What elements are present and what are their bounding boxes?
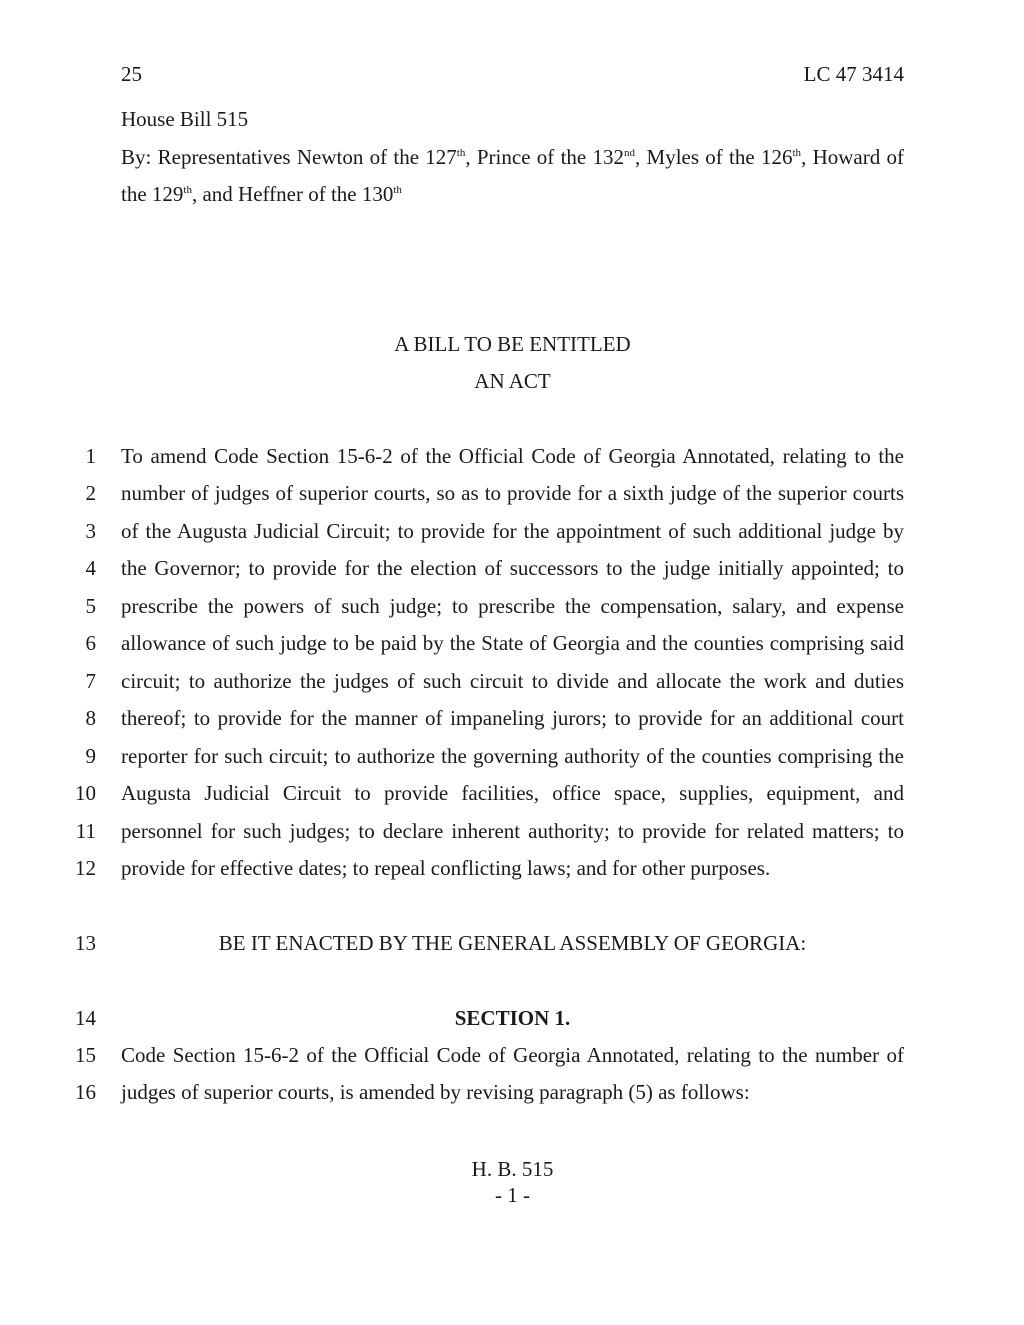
section-heading: SECTION 1.	[454, 1006, 571, 1030]
body-text-line: prescribe the powers of such judge; to prescribe the compensation, salary, and expense	[121, 594, 904, 618]
body-text-line: Augusta Judicial Circuit to provide facilities, office space, supplies, equipment, and	[121, 781, 904, 805]
body-text-line: provide for effective dates; to repeal conflicting laws; and for other purposes.	[121, 856, 771, 880]
body-text-line: number of judges of superior courts, so as to provide for a sixth judge of the superior courts	[121, 481, 904, 505]
line-number: 7	[85, 669, 96, 693]
line-number: 5	[85, 594, 96, 618]
body-text-line: allowance of such judge to be paid by the State of Georgia and the counties comprising said	[121, 631, 904, 655]
caption-line-1: A BILL TO BE ENTITLED	[394, 332, 631, 356]
line-number: 8	[85, 706, 96, 730]
line-number: 12	[75, 856, 96, 880]
section-text-line: judges of superior courts, is amended by revising paragraph (5) as follows:	[121, 1080, 750, 1104]
line-number: 11	[75, 819, 96, 843]
line-number: 3	[85, 519, 96, 543]
sponsors-line-1: By: Representatives Newton of the 127th, Prince of the 132nd, Myles of the 126th, Howard of	[121, 145, 904, 169]
line-number: 6	[85, 631, 96, 655]
footer-bill-ref: H. B. 515	[471, 1157, 554, 1181]
page-number: - 1 -	[495, 1183, 530, 1207]
session-number: 25	[121, 62, 142, 86]
body-text-line: thereof; to provide for the manner of impaneling jurors; to provide for an additional court	[121, 706, 904, 730]
bill-title: House Bill 515	[121, 107, 249, 131]
line-number: 15	[75, 1043, 96, 1067]
line-number: 13	[75, 931, 96, 955]
line-number: 16	[75, 1080, 96, 1104]
section-text-line: Code Section 15-6-2 of the Official Code of Georgia Annotated, relating to the number of	[121, 1043, 904, 1067]
body-text-line: of the Augusta Judicial Circuit; to provide for the appointment of such additional judge by	[121, 519, 904, 543]
line-number: 10	[75, 781, 96, 805]
body-text-line: reporter for such circuit; to authorize the governing authority of the counties comprising the	[121, 744, 904, 768]
body-text-line: the Governor; to provide for the election of successors to the judge initially appointed; to	[121, 556, 904, 580]
body-text-line: To amend Code Section 15-6-2 of the Official Code of Georgia Annotated, relating to the	[121, 444, 904, 468]
caption-line-2: AN ACT	[474, 369, 551, 393]
line-number: 1	[85, 444, 96, 468]
body-text-line: personnel for such judges; to declare inherent authority; to provide for related matters; to	[121, 819, 904, 843]
line-number: 2	[85, 481, 96, 505]
enacting-clause: BE IT ENACTED BY THE GENERAL ASSEMBLY OF GEORGIA:	[218, 931, 807, 955]
line-number: 14	[75, 1006, 96, 1030]
body-text-line: circuit; to authorize the judges of such circuit to divide and allocate the work and duties	[121, 669, 904, 693]
line-number: 9	[85, 744, 96, 768]
lc-code: LC 47 3414	[803, 62, 904, 86]
line-number: 4	[85, 556, 96, 580]
sponsors-line-2: the 129th, and Heffner of the 130th	[121, 182, 402, 206]
